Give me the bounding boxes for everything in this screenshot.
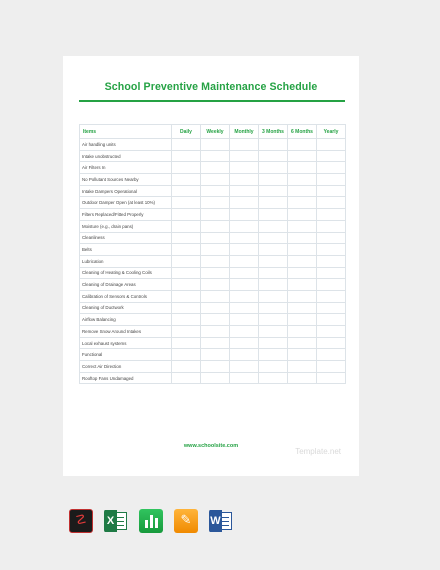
schedule-cell[interactable] bbox=[230, 314, 259, 326]
item-label: Cleaning of Drainage Areas bbox=[80, 279, 172, 291]
schedule-cell[interactable] bbox=[259, 220, 288, 232]
schedule-cell[interactable] bbox=[230, 361, 259, 373]
table-row bbox=[80, 209, 346, 221]
schedule-cell[interactable] bbox=[288, 185, 317, 197]
table-row bbox=[80, 150, 346, 162]
schedule-cell[interactable] bbox=[201, 185, 230, 197]
schedule-cell[interactable] bbox=[259, 326, 288, 338]
file-format-icons bbox=[69, 509, 233, 533]
pages-icon[interactable]: ✎ bbox=[174, 509, 198, 533]
schedule-cell[interactable] bbox=[230, 302, 259, 314]
schedule-cell[interactable] bbox=[288, 220, 317, 232]
schedule-cell[interactable] bbox=[317, 209, 346, 221]
schedule-cell[interactable] bbox=[201, 220, 230, 232]
schedule-cell[interactable] bbox=[288, 255, 317, 267]
schedule-cell[interactable] bbox=[230, 232, 259, 244]
schedule-cell[interactable] bbox=[230, 197, 259, 209]
schedule-cell[interactable] bbox=[259, 361, 288, 373]
schedule-cell[interactable] bbox=[201, 372, 230, 384]
schedule-cell[interactable] bbox=[317, 162, 346, 174]
schedule-cell[interactable] bbox=[288, 279, 317, 291]
table-row bbox=[80, 162, 346, 174]
table-row bbox=[80, 290, 346, 302]
title-underline bbox=[79, 100, 345, 102]
table-row bbox=[80, 326, 346, 338]
schedule-cell[interactable] bbox=[201, 162, 230, 174]
schedule-cell[interactable] bbox=[317, 150, 346, 162]
schedule-cell[interactable] bbox=[230, 290, 259, 302]
table-row bbox=[80, 267, 346, 279]
table-row bbox=[80, 244, 346, 256]
schedule-cell[interactable] bbox=[317, 337, 346, 349]
schedule-cell[interactable] bbox=[317, 361, 346, 373]
schedule-cell[interactable] bbox=[172, 290, 201, 302]
schedule-cell[interactable] bbox=[259, 290, 288, 302]
schedule-cell[interactable] bbox=[201, 326, 230, 338]
schedule-cell[interactable] bbox=[317, 326, 346, 338]
item-label: Cleanliness bbox=[80, 232, 172, 244]
schedule-cell[interactable] bbox=[230, 349, 259, 361]
item-label: Cleaning of Heating & Cooling Coils bbox=[80, 267, 172, 279]
schedule-cell[interactable] bbox=[317, 185, 346, 197]
schedule-cell[interactable] bbox=[201, 314, 230, 326]
schedule-table bbox=[79, 124, 346, 384]
schedule-cell[interactable] bbox=[259, 302, 288, 314]
schedule-cell[interactable] bbox=[317, 139, 346, 151]
item-label: Belts bbox=[80, 244, 172, 256]
schedule-cell[interactable] bbox=[201, 232, 230, 244]
item-label: Outdoor Damper Open (at least 10%) bbox=[80, 197, 172, 209]
schedule-cell[interactable] bbox=[172, 197, 201, 209]
schedule-cell[interactable] bbox=[317, 220, 346, 232]
table-row bbox=[80, 279, 346, 291]
schedule-cell[interactable] bbox=[317, 197, 346, 209]
schedule-cell[interactable] bbox=[317, 290, 346, 302]
document-page bbox=[63, 56, 359, 476]
item-label: Rooftop Fans Undamaged bbox=[80, 372, 172, 384]
schedule-cell[interactable] bbox=[172, 314, 201, 326]
schedule-cell[interactable] bbox=[172, 255, 201, 267]
schedule-cell[interactable] bbox=[259, 209, 288, 221]
document-title: School Preventive Maintenance Schedule bbox=[104, 81, 318, 93]
numbers-icon[interactable] bbox=[139, 509, 163, 533]
table-row bbox=[80, 185, 346, 197]
schedule-cell[interactable] bbox=[172, 302, 201, 314]
schedule-cell[interactable] bbox=[230, 267, 259, 279]
schedule-cell[interactable] bbox=[201, 150, 230, 162]
schedule-cell[interactable] bbox=[288, 337, 317, 349]
schedule-cell[interactable] bbox=[172, 232, 201, 244]
table-header-row bbox=[80, 125, 346, 139]
header-3-months: 3 Months bbox=[259, 125, 288, 139]
schedule-cell[interactable] bbox=[201, 361, 230, 373]
schedule-cell[interactable] bbox=[230, 244, 259, 256]
schedule-cell[interactable] bbox=[288, 162, 317, 174]
schedule-cell[interactable] bbox=[172, 372, 201, 384]
table-row bbox=[80, 372, 346, 384]
schedule-cell[interactable] bbox=[288, 372, 317, 384]
schedule-cell[interactable] bbox=[201, 255, 230, 267]
schedule-cell[interactable] bbox=[288, 150, 317, 162]
schedule-cell[interactable] bbox=[259, 314, 288, 326]
schedule-cell[interactable] bbox=[172, 209, 201, 221]
item-label: Calibration of Sensors & Controls bbox=[80, 290, 172, 302]
schedule-cell[interactable] bbox=[172, 279, 201, 291]
schedule-cell[interactable] bbox=[317, 302, 346, 314]
schedule-cell[interactable] bbox=[259, 372, 288, 384]
header-6-months: 6 Months bbox=[288, 125, 317, 139]
header-yearly: Yearly bbox=[317, 125, 346, 139]
item-label: Airflow Balancing bbox=[80, 314, 172, 326]
schedule-cell[interactable] bbox=[201, 349, 230, 361]
schedule-cell[interactable] bbox=[201, 244, 230, 256]
schedule-cell[interactable] bbox=[317, 314, 346, 326]
table-row bbox=[80, 302, 346, 314]
schedule-cell[interactable] bbox=[288, 209, 317, 221]
schedule-cell[interactable] bbox=[317, 279, 346, 291]
schedule-cell[interactable] bbox=[201, 337, 230, 349]
item-label: Intake Dampers Operational bbox=[80, 185, 172, 197]
watermark: Template.net bbox=[295, 447, 341, 456]
item-label: Air Filters In bbox=[80, 162, 172, 174]
schedule-cell[interactable] bbox=[230, 150, 259, 162]
schedule-cell[interactable] bbox=[259, 232, 288, 244]
schedule-cell[interactable] bbox=[172, 220, 201, 232]
word-icon[interactable]: W bbox=[209, 509, 233, 533]
item-label: Remove Snow Around Intakes bbox=[80, 326, 172, 338]
table-row bbox=[80, 139, 346, 151]
schedule-cell[interactable] bbox=[230, 174, 259, 186]
table-row bbox=[80, 174, 346, 186]
schedule-cell[interactable] bbox=[172, 349, 201, 361]
table-row bbox=[80, 337, 346, 349]
item-label: Correct Air Direction bbox=[80, 361, 172, 373]
schedule-cell[interactable] bbox=[230, 372, 259, 384]
schedule-cell[interactable] bbox=[172, 185, 201, 197]
schedule-cell[interactable] bbox=[288, 267, 317, 279]
schedule-cell[interactable] bbox=[172, 244, 201, 256]
table-row bbox=[80, 361, 346, 373]
table-row bbox=[80, 255, 346, 267]
schedule-cell[interactable] bbox=[201, 174, 230, 186]
schedule-cell[interactable] bbox=[317, 372, 346, 384]
schedule-cell[interactable] bbox=[172, 361, 201, 373]
table-row bbox=[80, 349, 346, 361]
schedule-cell[interactable] bbox=[172, 174, 201, 186]
item-label: Intake unobstructed bbox=[80, 150, 172, 162]
schedule-cell[interactable] bbox=[230, 209, 259, 221]
schedule-cell[interactable] bbox=[317, 244, 346, 256]
schedule-cell[interactable] bbox=[230, 326, 259, 338]
item-label: Cleaning of Ductwork bbox=[80, 302, 172, 314]
footer-website: www.schoolsite.com bbox=[183, 443, 239, 449]
table-row bbox=[80, 220, 346, 232]
pdf-icon[interactable]: ☡ bbox=[69, 509, 93, 533]
schedule-cell[interactable] bbox=[288, 314, 317, 326]
schedule-cell[interactable] bbox=[259, 267, 288, 279]
schedule-cell[interactable] bbox=[230, 279, 259, 291]
item-label: Local exhaust systems bbox=[80, 337, 172, 349]
schedule-cell[interactable] bbox=[230, 139, 259, 151]
schedule-cell[interactable] bbox=[201, 290, 230, 302]
schedule-cell[interactable] bbox=[172, 162, 201, 174]
schedule-cell[interactable] bbox=[288, 326, 317, 338]
schedule-cell[interactable] bbox=[317, 232, 346, 244]
schedule-cell[interactable] bbox=[259, 150, 288, 162]
schedule-cell[interactable] bbox=[288, 174, 317, 186]
schedule-cell[interactable] bbox=[288, 302, 317, 314]
table-row bbox=[80, 197, 346, 209]
schedule-cell[interactable] bbox=[230, 185, 259, 197]
item-label: Filters Replaced/Fitted Properly bbox=[80, 209, 172, 221]
header-daily: Daily bbox=[172, 125, 201, 139]
schedule-cell[interactable] bbox=[230, 337, 259, 349]
schedule-cell[interactable] bbox=[201, 279, 230, 291]
schedule-cell[interactable] bbox=[259, 185, 288, 197]
table-row bbox=[80, 232, 346, 244]
excel-icon[interactable]: X bbox=[104, 509, 128, 533]
item-label: Moisture (e.g., drain pans) bbox=[80, 220, 172, 232]
item-label: Lubrication bbox=[80, 255, 172, 267]
schedule-cell[interactable] bbox=[288, 290, 317, 302]
schedule-cell[interactable] bbox=[259, 337, 288, 349]
item-label: Air handling units bbox=[80, 139, 172, 151]
table-row bbox=[80, 314, 346, 326]
schedule-cell[interactable] bbox=[201, 197, 230, 209]
schedule-cell[interactable] bbox=[288, 232, 317, 244]
schedule-cell[interactable] bbox=[172, 267, 201, 279]
header-monthly: Monthly bbox=[230, 125, 259, 139]
schedule-cell[interactable] bbox=[259, 197, 288, 209]
schedule-cell[interactable] bbox=[317, 174, 346, 186]
schedule-cell[interactable] bbox=[172, 326, 201, 338]
schedule-cell[interactable] bbox=[201, 209, 230, 221]
schedule-cell[interactable] bbox=[288, 244, 317, 256]
schedule-cell[interactable] bbox=[172, 337, 201, 349]
item-label: No Pollutant Sources Nearby bbox=[80, 174, 172, 186]
schedule-cell[interactable] bbox=[230, 220, 259, 232]
schedule-cell[interactable] bbox=[317, 267, 346, 279]
header-items: Items bbox=[80, 125, 172, 139]
item-label: Functional bbox=[80, 349, 172, 361]
schedule-cell[interactable] bbox=[201, 139, 230, 151]
schedule-cell[interactable] bbox=[259, 279, 288, 291]
schedule-cell[interactable] bbox=[288, 361, 317, 373]
schedule-cell[interactable] bbox=[259, 162, 288, 174]
schedule-cell[interactable] bbox=[288, 197, 317, 209]
header-weekly: Weekly bbox=[201, 125, 230, 139]
schedule-cell[interactable] bbox=[230, 162, 259, 174]
schedule-cell[interactable] bbox=[172, 150, 201, 162]
schedule-cell[interactable] bbox=[172, 139, 201, 151]
schedule-cell[interactable] bbox=[288, 139, 317, 151]
schedule-cell[interactable] bbox=[317, 255, 346, 267]
schedule-cell[interactable] bbox=[317, 349, 346, 361]
schedule-cell[interactable] bbox=[259, 349, 288, 361]
schedule-cell[interactable] bbox=[259, 244, 288, 256]
schedule-cell[interactable] bbox=[259, 139, 288, 151]
schedule-cell[interactable] bbox=[288, 349, 317, 361]
schedule-cell[interactable] bbox=[201, 267, 230, 279]
schedule-cell[interactable] bbox=[259, 255, 288, 267]
schedule-cell[interactable] bbox=[259, 174, 288, 186]
schedule-cell[interactable] bbox=[230, 255, 259, 267]
schedule-cell[interactable] bbox=[201, 302, 230, 314]
